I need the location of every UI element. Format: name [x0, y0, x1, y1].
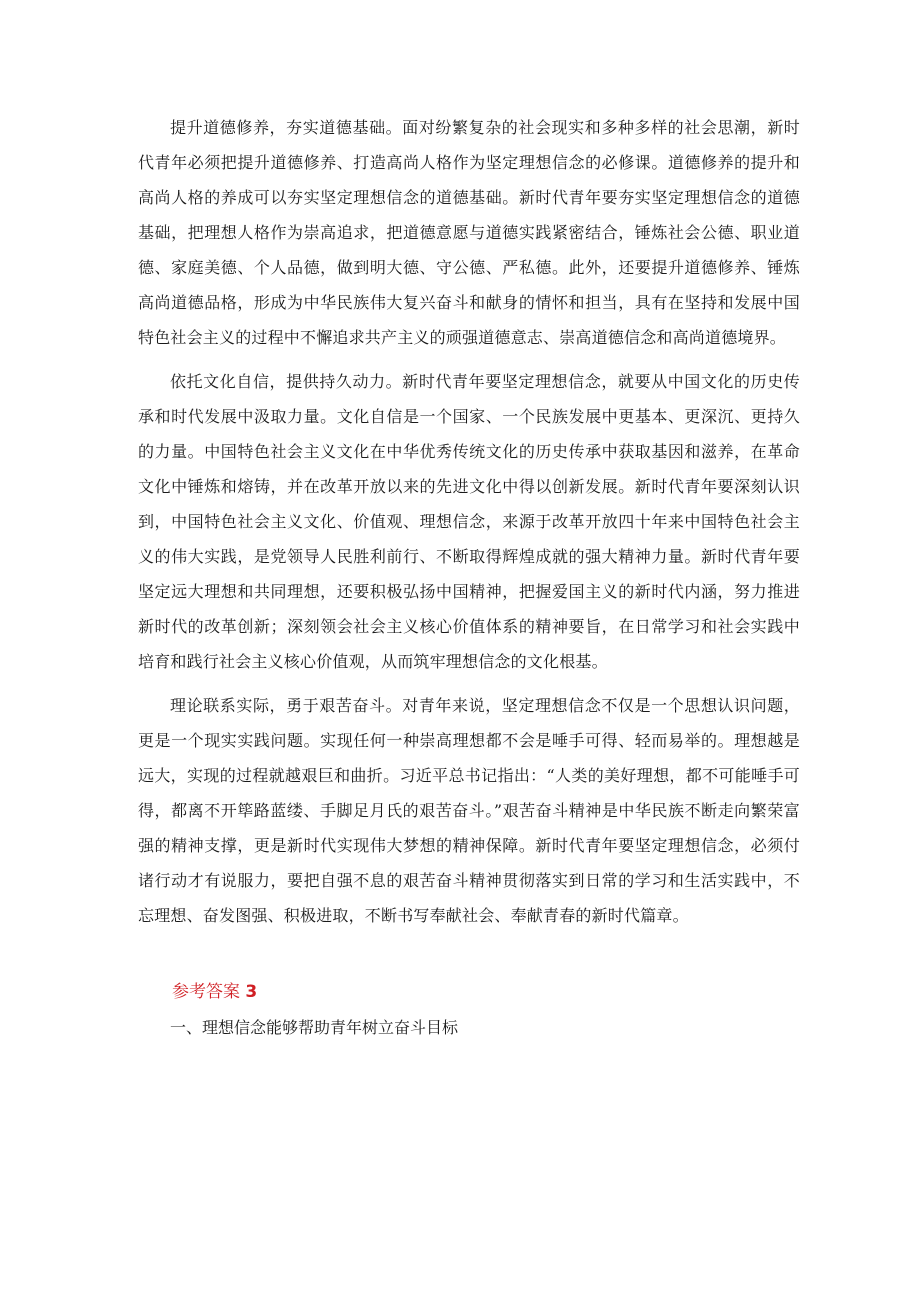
body-paragraph-1: 提升道德修养，夯实道德基础。面对纷繁复杂的社会现实和多种多样的社会思潮，新时代青年必须把提升道德修养、打造高尚人格作为坚定理想信念的必修课。道德修养的提升和高尚人格的养成可以夯实坚定理想信念的道德基础。新时代青年要夯实坚定理想信念的道德基础，把理想人格作为崇高追求，把道德意愿与道德实践紧密结合，锤炼社会公德、职业道德、家庭美德、个人品德，做到明大德、守公德、严私德。此外，还要提升道德修养、锤炼高尚道德品格，形成为中华民族伟大复兴奋斗和献身的情怀和担当，具有在坚持和发展中国特色社会主义的过程中不懈追求共产主义的顽强道德意志、崇高道德信念和高尚道德境界。 [138, 118, 800, 347]
answer-heading-number: 3 [245, 982, 258, 1002]
section-subheading: 一、理想信念能够帮助青年树立奋斗目标 [170, 1018, 459, 1037]
answer-heading-label: 参考答案 [172, 982, 240, 1002]
body-paragraph-3: 理论联系实际，勇于艰苦奋斗。对青年来说，坚定理想信念不仅是一个思想认识问题，更是一个现实实践问题。实现任何一种崇高理想都不会是唾手可得、轻而易举的。理想越是远大，实现的过程就越艰巨和曲折。习近平总书记指出：“人类的美好理想，都不可能唾手可得，都离不开筚路蓝缕、手脚足月氏的艰苦奋斗。”艰苦奋斗精神是中华民族不断走向繁荣富强的精神支撑，更是新时代实现伟大梦想的精神保障。新时代青年要坚定理想信念，必须付诸行动才有说服力，要把自强不息的艰苦奋斗精神贯彻落实到日常的学习和生活实践中，不忘理想、奋发图强、积极进取，不断书写奉献社会、奉献青春的新时代篇章。 [138, 696, 800, 925]
answer-heading [138, 977, 800, 1007]
body-paragraph-2: 依托文化自信，提供持久动力。新时代青年要坚定理想信念，就要从中国文化的历史传承和时代发展中汲取力量。文化自信是一个国家、一个民族发展中更基本、更深沉、更持久的力量。中国特色社会主义文化在中华优秀传统文化的历史传承中获取基因和滋养，在革命文化中锤炼和熔铸，并在改革开放以来的先进文化中得以创新发展。新时代青年要深刻认识到，中国特色社会主义文化、价值观、理想信念，来源于改革开放四十年来中国特色社会主义的伟大实践，是党领导人民胜利前行、不断取得辉煌成就的强大精神力量。新时代青年要坚定远大理想和共同理想，还要积极弘扬中国精神，把握爱国主义的新时代内涵，努力推进新时代的改革创新；深刻领会社会主义核心价值体系的精神要旨，在日常学习和社会实践中培育和践行社会主义核心价值观，从而筑牢理想信念的文化根基。 [138, 372, 800, 671]
document-page [138, 110, 800, 1043]
